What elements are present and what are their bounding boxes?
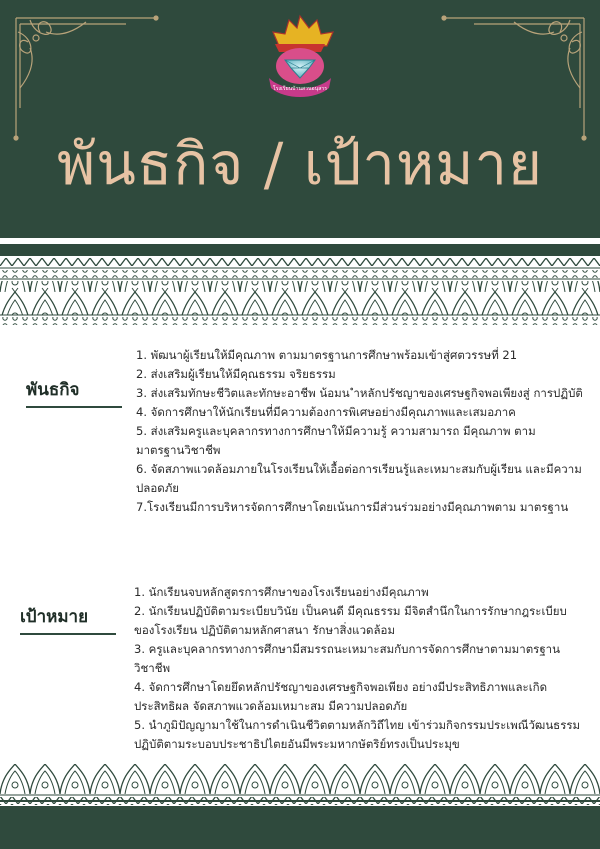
goal-heading <box>20 603 116 635</box>
mission-heading-text: พันธกิจ <box>26 380 80 400</box>
mission-item: 4. จัดการศึกษาให้นักเรียนที่มีความต้องการพิเศษอย่างมีคุณภาพและเสมอภาค <box>136 405 516 419</box>
mission-item: 6. จัดสภาพแวดล้อมภายในโรงเรียนให้เอื้อต่อการเรียนรู้และเหมาะสมกับผู้เรียน และมีความปลอดภัย <box>136 462 582 495</box>
footer-band <box>0 806 600 849</box>
goal-heading-underline <box>20 633 116 635</box>
goal-item: 4. จัดการศึกษาโดยยึดหลักปรัชญาของเศรษฐกิจพอเพียง อย่างมีประสิทธิภาพและเกิดประสิทธิผล จัดสภาพแวดล้อมเหมาะสม มีความปลอดภัย <box>134 680 548 713</box>
goal-item: 2. นักเรียนปฏิบัติตามระเบียบวินัย เป็นคนดี มีคุณธรรม มีจิตสำนึกในการรักษากฎระเบียบของโรงเรียน ปฏิบัติตามหลักศาสนา รักษาสิ่งแวดล้อม <box>134 604 567 637</box>
school-emblem-icon <box>263 14 337 100</box>
logo-ribbon-text: โรงเรียนบ้านสวนอนุสาร <box>272 86 328 92</box>
mission-item: 5. ส่งเสริมครูและบุคลากรทางการศึกษาให้มีความรู้ ความสามารถ มีคุณภาพ ตาม มาตรฐานวิชาชีพ <box>136 424 536 457</box>
goal-item: 5. นำภูมิปัญญามาใช้ในการดำเนินชีวิตตามหลักวิถีไทย เข้าร่วมกิจกรรมประเพณีวัฒนธรรม ปฏิบัติตามระบอบประชาธิปไตยอันมีพระมหากษัตริย์ทรงเป็นประมุข <box>134 718 581 751</box>
header-banner <box>0 0 600 252</box>
page-title: พันธกิจ / เป้าหมาย <box>56 130 544 198</box>
goal-item: 3. ครูและบุคลากรทางการศึกษามีสมรรถนะเหมาะสมกับการจัดการศึกษาตามมาตรฐานวิชาชีพ <box>134 642 560 675</box>
mission-heading <box>26 376 122 408</box>
mission-item: 3. ส่งเสริมทักษะชีวิตและทักษะอาชีพ น้อมน ำหลักปรัชญาของเศรษฐกิจพอเพียงสู่ การปฏิบัติ <box>136 386 583 400</box>
mission-item: 2. ส่งเสริมผู้เรียนให้มีคุณธรรม จริยธรรม <box>136 367 336 381</box>
goal-list <box>134 583 586 754</box>
corner-ornament-left-icon <box>6 8 166 148</box>
corner-ornament-right-icon <box>434 8 594 148</box>
goal-item: 1. นักเรียนจบหลักสูตรการศึกษาของโรงเรียนอย่างมีคุณภาพ <box>134 585 429 599</box>
mission-item: 1. พัฒนาผู้เรียนให้มีคุณภาพ ตามมาตรฐานการศึกษาพร้อมเข้าสู่ศตวรรษที่ 21 <box>136 348 518 362</box>
divider-band-dark <box>0 244 600 256</box>
mission-heading-underline <box>26 406 122 408</box>
thai-pattern-top <box>0 258 600 328</box>
goal-heading-text: เป้าหมาย <box>20 607 89 627</box>
footer-divider <box>0 800 600 802</box>
mission-list <box>136 346 586 517</box>
mission-item: 7.โรงเรียนมีการบริหารจัดการศึกษาโดยเน้นการมีส่วนร่วมอย่างมีคุณภาพตาม มาตรฐาน <box>136 500 569 514</box>
